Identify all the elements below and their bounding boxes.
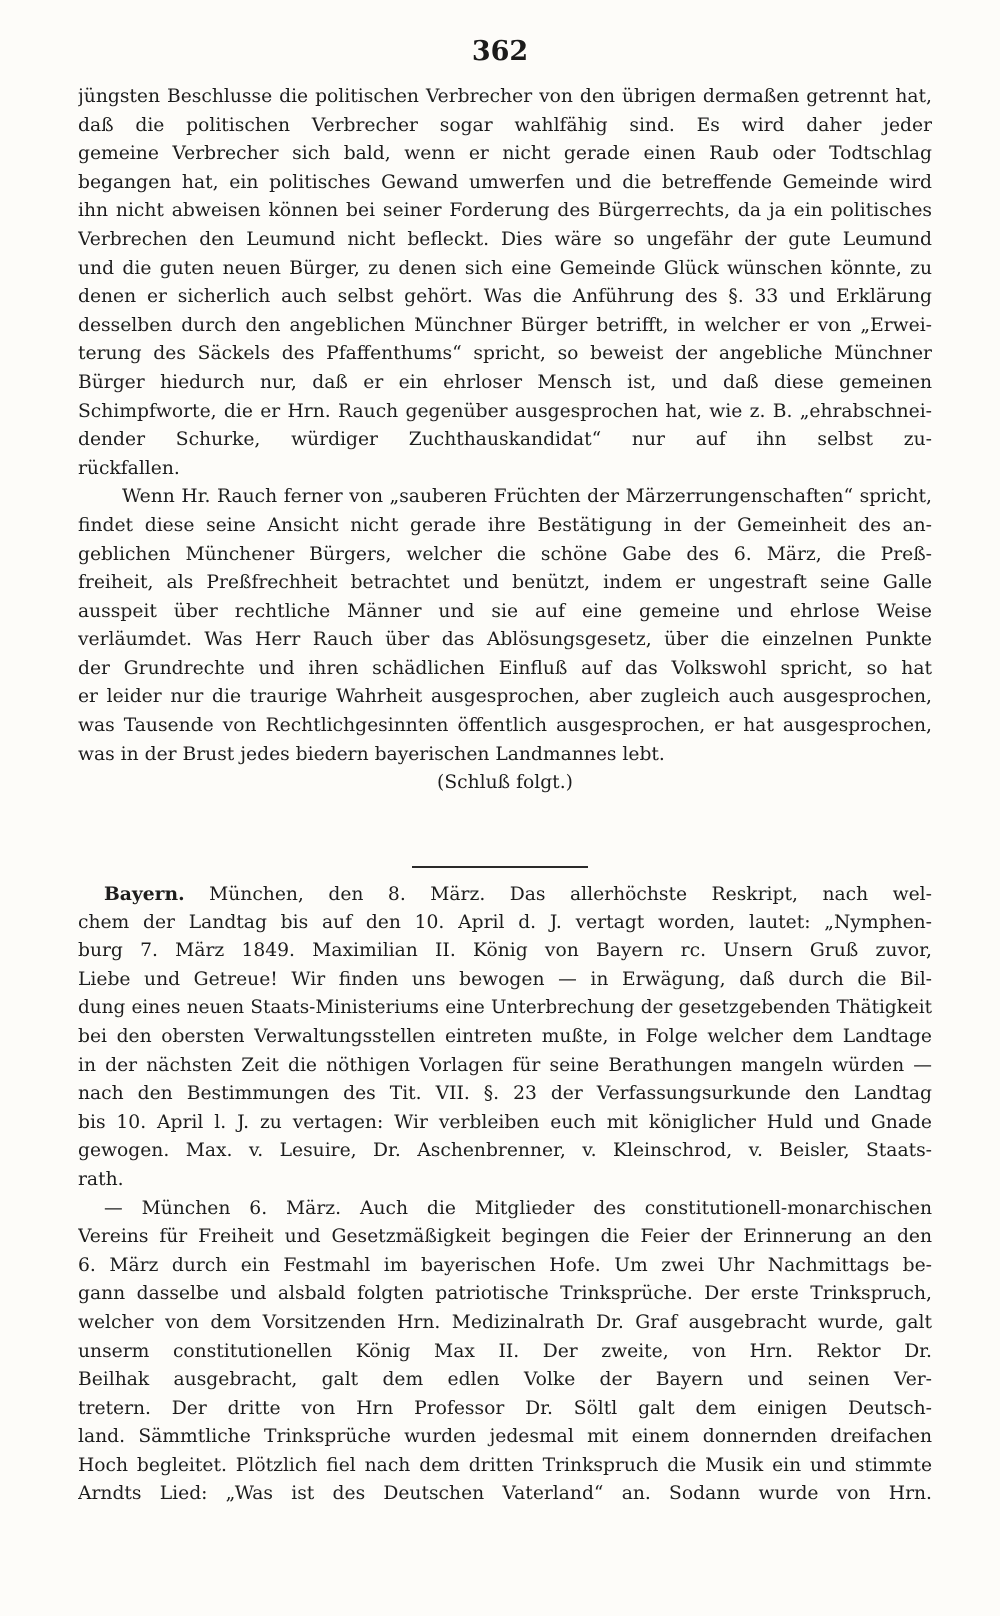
text-line: 6. März durch ein Festmahl im bayerischen Hofe. Um zwei Uhr Nachmittags be- [78,1254,932,1276]
section-heading-line [78,880,932,909]
text-line: gewogen. Max. v. Lesuire, Dr. Aschenbrenner, v. Kleinschrod, v. Beisler, Staats- [78,1140,932,1162]
text-line: geblichen Münchener Bürgers, welcher die schöne Gabe des 6. März, die Preß- [78,543,932,565]
paragraph-start-line: — München 6. März. Auch die Mitglieder des constitutionell-monarchischen [104,1197,932,1219]
article-bayern-news [78,880,932,1509]
article-rauch-defense [78,83,932,798]
text-line-rest: München, den 8. März. Das allerhöchste Reskript, nach wel- [209,884,932,905]
text-line: Liebe und Getreue! Wir finden uns bewogen — in Erwägung, daß durch die Bil- [78,968,932,990]
text-line: Bürger hiedurch nur, daß er ein ehrloser Mensch ist, und daß diese gemeinen [78,371,932,393]
text-line: jüngsten Beschlusse die politischen Verbrecher von den übrigen dermaßen getrennt hat, [78,86,932,107]
text-line: dender Schurke, würdiger Zuchthauskandidat“ nur auf ihn selbst zu- [78,429,932,451]
text-line: burg 7. März 1849. Maximilian II. König von Bayern rc. Unsern Gruß zuvor, [78,940,932,962]
text-line: in der nächsten Zeit die nöthigen Vorlagen für seine Berathungen mangeln würden — [78,1054,932,1076]
text-line: bis 10. April l. J. zu vertagen: Wir verbleiben euch mit königlicher Huld und Gnade [78,1111,932,1133]
text-line: Vereins für Freiheit und Gesetzmäßigkeit begingen die Feier der Erinnerung an den [78,1226,932,1248]
text-line: Beilhak ausgebracht, galt dem edlen Volke der Bayern und seinen Ver- [78,1369,932,1391]
section-divider [412,866,588,868]
text-line: findet diese seine Ansicht nicht gerade ihre Bestätigung in der Gemeinheit des an- [78,514,932,536]
text-line: Hoch begleitet. Plötzlich fiel nach dem dritten Trinkspruch die Musik ein und stimmte [78,1454,932,1476]
text-line: ausspeit über rechtliche Männer und sie auf eine gemeine und ehrlose Weise [78,600,932,622]
text-line: freiheit, als Preßfrechheit betrachtet und benützt, indem er ungestraft seine Galle [78,572,932,594]
text-line: Arndts Lied: „Was ist des Deutschen Vaterland“ an. Sodann wurde von Hrn. [78,1483,932,1505]
text-line: daß die politischen Verbrecher sogar wahlfähig sind. Es wird daher jeder [78,114,932,136]
text-line: rath. [78,1168,124,1190]
text-line: und die guten neuen Bürger, zu denen sich eine Gemeinde Glück wünschen könnte, zu [78,257,932,279]
text-line: dung eines neuen Staats-Ministeriums eine Unterbrechung der gesetzgebenden Thätigkeit [78,997,932,1019]
text-line: Verbrechen den Leumund nicht befleckt. Dies wäre so ungefähr der gute Leumund [78,228,932,250]
text-line: er leider nur die traurige Wahrheit ausgesprochen, aber zugleich auch ausgesprochen, [78,686,932,708]
text-line: was in der Brust jedes biedern bayerischen Landmannes lebt. [78,743,665,765]
text-line: verläumdet. Was Herr Rauch über das Ablösungsgesetz, über die einzelnen Punkte [78,629,932,651]
text-line: desselben durch den angeblichen Münchner Bürger betrifft, in welcher er von „Erwei- [78,314,932,336]
text-line: begangen hat, ein politisches Gewand umwerfen und die betreffende Gemeinde wird [78,171,932,193]
page-number: 362 [471,36,529,67]
text-line: ihn nicht abweisen können bei seiner Forderung des Bürgerrechts, da ja ein politisches [78,200,932,222]
text-line: rückfallen. [78,457,180,479]
section-heading: Bayern. [104,883,185,905]
text-line: denen er sicherlich auch selbst gehört. Was die Anführung des §. 33 und Erklärung [78,286,932,308]
text-line: terung des Säckels des Pfaffenthums“ spricht, so beweist der angebliche Münchner [78,343,932,365]
text-line: nach den Bestimmungen des Tit. VII. §. 23 der Verfassungsurkunde den Landtag [78,1083,932,1105]
text-line: unserm constitutionellen König Max II. Der zweite, von Hrn. Rektor Dr. [78,1340,932,1362]
continued-note: (Schluß folgt.) [437,772,573,794]
text-line: der Grundrechte und ihren schädlichen Einfluß auf das Volkswohl spricht, so hat [78,657,932,679]
text-line: tretern. Der dritte von Hrn Professor Dr. Söltl galt dem einigen Deutsch- [78,1397,932,1419]
paragraph-start-line: Wenn Hr. Rauch ferner von „sauberen Früchten der Märzerrungenschaften“ spricht, [122,486,932,508]
text-line: was Tausende von Rechtlichgesinnten öffentlich ausgesprochen, er hat ausgesprochen, [78,715,932,737]
text-line: gann dasselbe und alsbald folgten patriotische Trinksprüche. Der erste Trinkspruch, [78,1283,932,1305]
text-line: chem der Landtag bis auf den 10. April d. J. vertagt worden, lautet: „Nymphen- [78,911,932,933]
text-line: land. Sämmtliche Trinksprüche wurden jedesmal mit einem donnernden dreifachen [78,1426,932,1448]
text-line: bei den obersten Verwaltungsstellen eintreten mußte, in Folge welcher dem Landtage [78,1025,932,1047]
text-line: gemeine Verbrecher sich bald, wenn er nicht gerade einen Raub oder Todtschlag [78,143,932,165]
text-line: Schimpfworte, die er Hrn. Rauch gegenüber ausgesprochen hat, wie z. B. „ehrabschnei- [78,400,932,422]
text-line: welcher von dem Vorsitzenden Hrn. Medizinalrath Dr. Graf ausgebracht wurde, galt [78,1311,932,1333]
